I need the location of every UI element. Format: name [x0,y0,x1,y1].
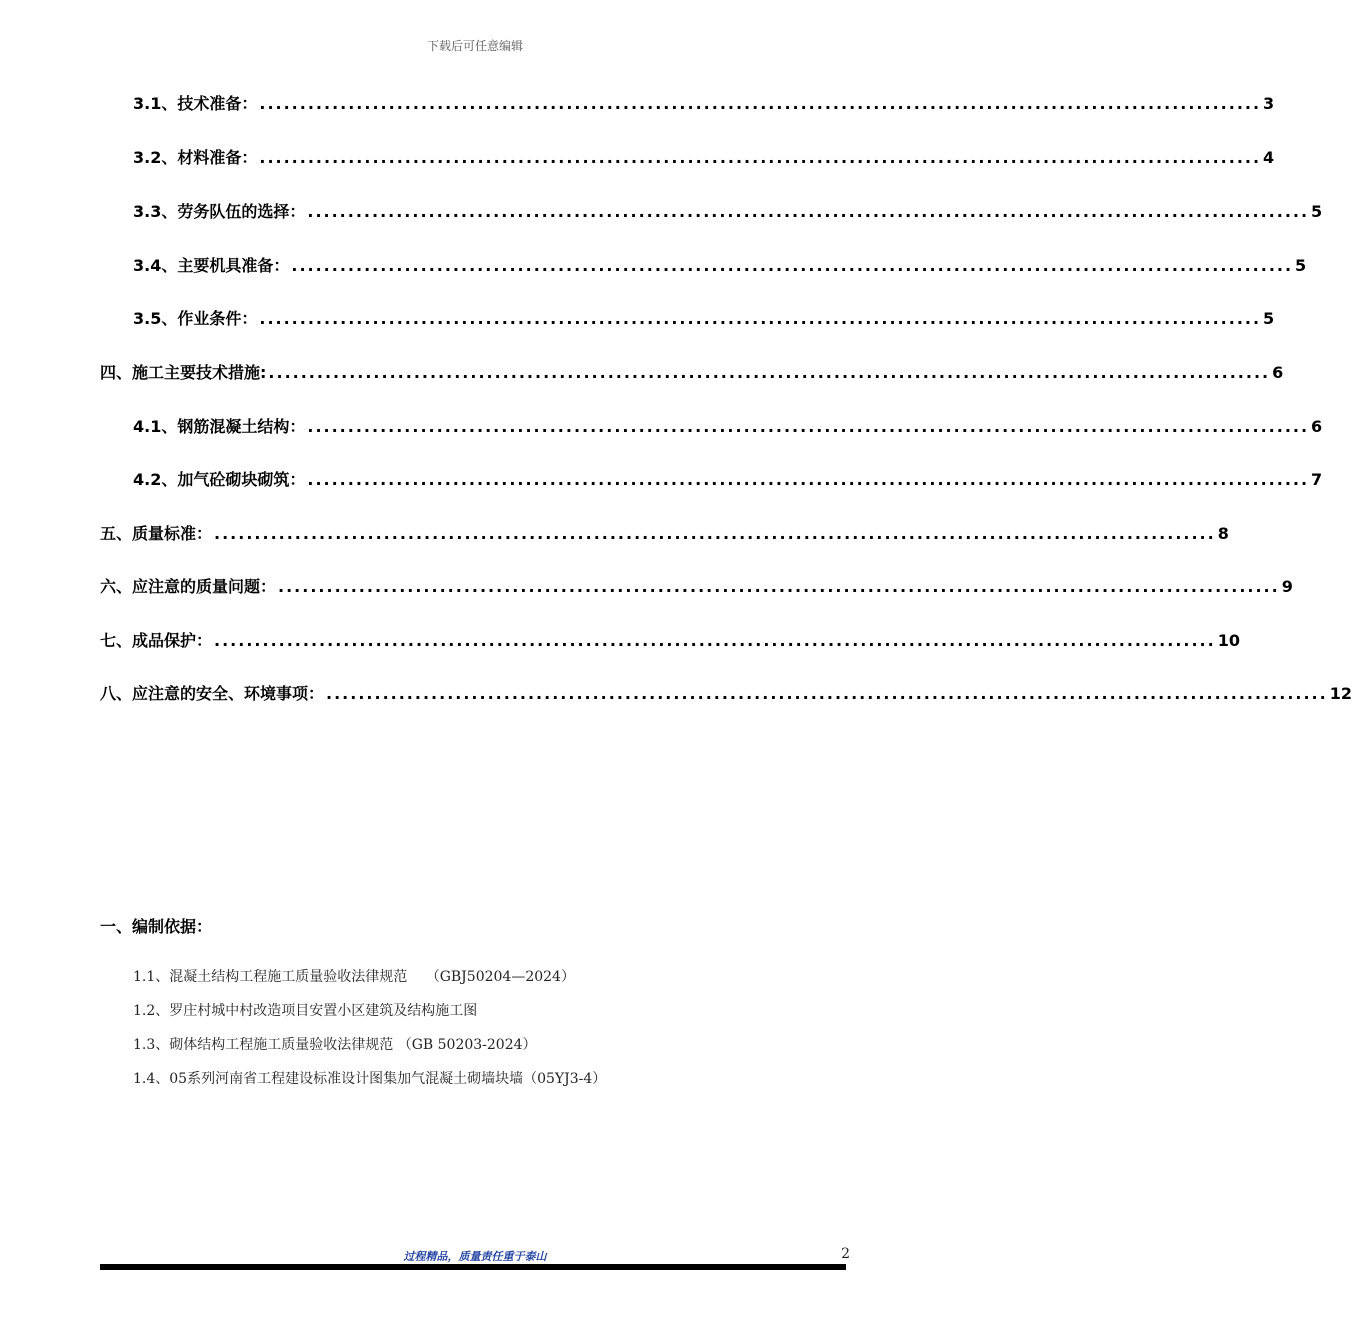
toc-leader-dots: ............................................................................................................................ [278,577,1280,596]
toc-entry-page: 4 [1263,148,1275,167]
toc-entry-title: 3.5、作业条件： [133,309,258,328]
toc-leader-dots: ............................................................................................................................ [307,470,1310,489]
toc-entry[interactable] [100,574,1293,598]
page-number: 2 [841,1246,850,1262]
toc-entry-page: 5 [1311,202,1323,221]
footer-divider [100,1264,846,1270]
toc-leader-dots: ............................................................................................................................ [259,148,1262,167]
toc-entry[interactable] [133,199,1323,223]
toc-leader-dots: ............................................................................................................................ [259,309,1262,328]
toc-entry-title: 4.2、加气砼砌块砌筑： [133,470,306,489]
footer-slogan: 过程精品，质量责任重于泰山 [403,1250,547,1263]
toc-entry-page: 12 [1329,684,1352,703]
toc-entry-page: 5 [1295,256,1307,275]
toc-entry-title: 六、应注意的质量问题： [100,577,277,596]
toc-entry-title: 3.3、劳务队伍的选择： [133,202,306,221]
reference-item: 1.3、砌体结构工程施工质量验收法律规范 （GB 50203-2024） [133,1037,537,1053]
toc-entry-title: 五、质量标准： [100,524,213,543]
toc-leader-dots: ............................................................................................................................ [307,417,1310,436]
header-note: 下载后可任意编辑 [426,39,523,53]
toc-leader-dots: ............................................................................................................................ [307,202,1310,221]
toc-leader-dots: ............................................................................................................................ [268,363,1271,382]
toc-entry-page: 9 [1281,577,1293,596]
section-title: 一、编制依据： [100,917,213,936]
toc-leader-dots: ............................................................................................................................ [259,94,1262,113]
toc-entry-page: 3 [1263,94,1275,113]
toc-entry[interactable] [133,414,1323,438]
toc-entry-title: 3.2、材料准备： [133,148,258,167]
toc-entry[interactable] [133,306,1275,330]
reference-item: 1.4、05系列河南省工程建设标准设计图集加气混凝土砌墙块墙（05YJ3-4） [133,1071,607,1087]
toc-entry-page: 8 [1217,524,1229,543]
toc-leader-dots: ............................................................................................................................ [326,684,1328,703]
toc-entry-page: 6 [1311,417,1323,436]
toc-entry-title: 3.1、技术准备： [133,94,258,113]
toc-entry-page: 5 [1263,309,1275,328]
toc-entry[interactable] [100,521,1229,545]
toc-entry-page: 7 [1311,470,1323,489]
toc-entry[interactable] [133,253,1307,277]
reference-item: 1.2、罗庄村城中村改造项目安置小区建筑及结构施工图 [133,1003,478,1019]
toc-entry-title: 四、施工主要技术措施: [100,363,267,382]
toc-entry-title: 4.1、钢筋混凝土结构： [133,417,306,436]
toc-entry[interactable] [100,360,1284,384]
toc-leader-dots: ............................................................................................................................ [214,631,1216,650]
toc-entry[interactable] [133,145,1275,169]
toc-entry[interactable] [133,467,1323,491]
toc-entry-title: 七、成品保护： [100,631,213,650]
toc-entry[interactable] [100,681,1352,705]
toc-leader-dots: ............................................................................................................................ [214,524,1216,543]
toc-leader-dots: ............................................................................................................................ [291,256,1294,275]
toc-entry-page: 6 [1272,363,1284,382]
toc-entry-title: 八、应注意的安全、环境事项： [100,684,325,703]
toc-entry[interactable] [100,628,1240,652]
toc-entry-page: 10 [1217,631,1240,650]
reference-item: 1.1、混凝土结构工程施工质量验收法律规范 （GBJ50204—2024） [133,969,575,985]
toc-entry-title: 3.4、主要机具准备： [133,256,290,275]
toc-entry[interactable] [133,91,1275,115]
